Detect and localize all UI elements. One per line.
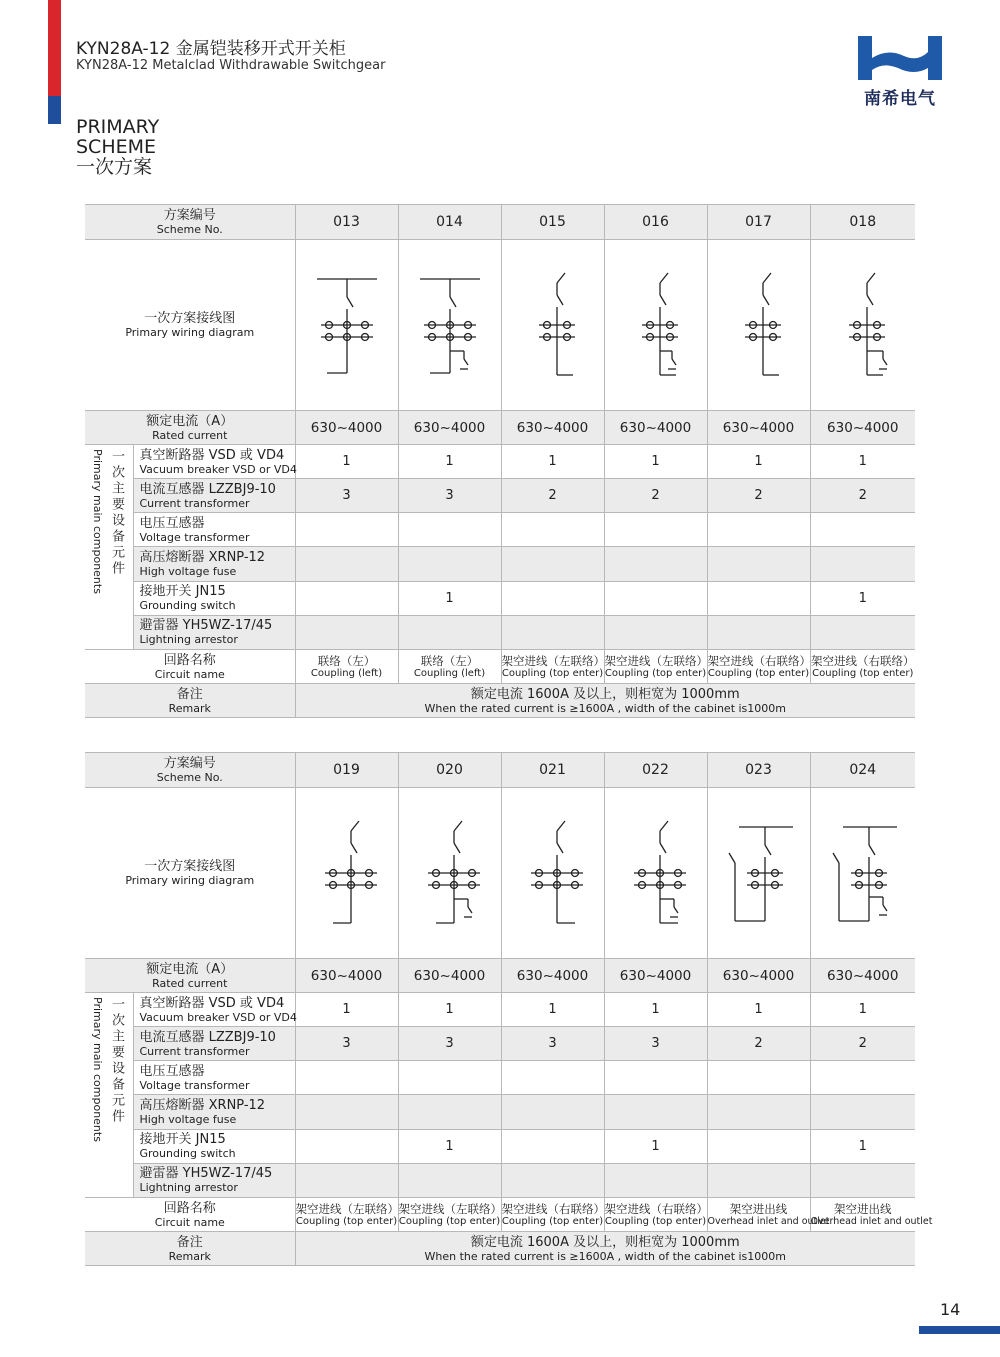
component-row bbox=[85, 1095, 915, 1129]
rated-current-row bbox=[85, 959, 915, 993]
component-label: 避雷器 YH5WZ-17/45 Lightning arrestor bbox=[133, 615, 295, 649]
scheme-no: 017 bbox=[707, 205, 810, 240]
circuit-name: 架空进线（右联络） Coupling (top enter) bbox=[810, 650, 915, 684]
component-value bbox=[501, 1095, 604, 1129]
component-value bbox=[501, 513, 604, 547]
component-value bbox=[295, 581, 398, 615]
document-title-en: KYN28A-12 Metalclad Withdrawable Switchgear bbox=[76, 58, 386, 73]
wiring-diagram-020-icon bbox=[410, 813, 490, 933]
rated-current-value: 630~4000 bbox=[398, 411, 501, 445]
circuit-name-row bbox=[85, 1198, 915, 1232]
component-value: 1 bbox=[810, 993, 915, 1027]
component-label: 高压熔断器 XRNP-12 High voltage fuse bbox=[133, 1095, 295, 1129]
wiring-diagram-row bbox=[85, 788, 915, 959]
component-value: 1 bbox=[398, 581, 501, 615]
component-value bbox=[398, 1163, 501, 1197]
component-value bbox=[604, 513, 707, 547]
wiring-diagram bbox=[295, 788, 398, 959]
scheme-table-1 bbox=[85, 204, 915, 718]
component-value bbox=[707, 547, 810, 581]
company-logo bbox=[852, 30, 948, 110]
wiring-diagram bbox=[707, 240, 810, 411]
circuit-name: 联络（左） Coupling (left) bbox=[295, 650, 398, 684]
component-value bbox=[810, 513, 915, 547]
component-value: 1 bbox=[707, 445, 810, 479]
component-value bbox=[707, 513, 810, 547]
remark-text: 额定电流 1600A 及以上，则柜宽为 1000mm When the rated current is ≥1600A , width of the cabinet is1000m bbox=[295, 684, 915, 718]
rated-current-value: 630~4000 bbox=[604, 959, 707, 993]
component-row bbox=[85, 615, 915, 649]
remark-row bbox=[85, 1232, 915, 1266]
wiring-diagram-019-icon bbox=[307, 813, 387, 933]
scheme-no: 014 bbox=[398, 205, 501, 240]
component-value bbox=[295, 1095, 398, 1129]
component-value bbox=[707, 1129, 810, 1163]
wiring-diagram bbox=[604, 788, 707, 959]
document-title-cn: KYN28A-12 金属铠装移开式开关柜 bbox=[76, 39, 346, 59]
wiring-diagram-021-icon bbox=[513, 813, 593, 933]
component-row bbox=[85, 445, 915, 479]
rated-current-row bbox=[85, 411, 915, 445]
section-title bbox=[76, 117, 159, 177]
component-label: 电流互感器 LZZBJ9-10 Current transformer bbox=[133, 1027, 295, 1061]
circuit-name: 架空进线（左联络） Coupling (top enter) bbox=[604, 650, 707, 684]
circuit-name-row bbox=[85, 650, 915, 684]
component-value bbox=[810, 1061, 915, 1095]
rated-current-label: 额定电流（A） Rated current bbox=[85, 411, 295, 445]
component-value bbox=[398, 513, 501, 547]
component-value bbox=[501, 1061, 604, 1095]
remark-label: 备注 Remark bbox=[85, 684, 295, 718]
wiring-diagram-017-icon bbox=[719, 265, 799, 385]
component-value bbox=[295, 1061, 398, 1095]
component-value bbox=[707, 1163, 810, 1197]
wiring-diagram-016-icon bbox=[616, 265, 696, 385]
component-row bbox=[85, 993, 915, 1027]
wiring-diagram bbox=[501, 788, 604, 959]
scheme-no: 022 bbox=[604, 753, 707, 788]
circuit-name: 联络（左） Coupling (left) bbox=[398, 650, 501, 684]
circuit-name: 架空进线（左联络） Coupling (top enter) bbox=[501, 650, 604, 684]
component-value bbox=[604, 1095, 707, 1129]
component-value bbox=[810, 1163, 915, 1197]
wiring-diagram-014-icon bbox=[410, 265, 490, 385]
wiring-diagram-row bbox=[85, 240, 915, 411]
page-accent-bar bbox=[919, 1326, 1000, 1334]
circuit-name: 架空进出线 Overhead inlet and outlet bbox=[707, 1198, 810, 1232]
component-value: 3 bbox=[398, 479, 501, 513]
component-value: 3 bbox=[295, 1027, 398, 1061]
circuit-name: 架空进线（右联络） Coupling (top enter) bbox=[501, 1198, 604, 1232]
rated-current-value: 630~4000 bbox=[501, 411, 604, 445]
scheme-no-row bbox=[85, 753, 915, 788]
rated-current-value: 630~4000 bbox=[810, 411, 915, 445]
component-value bbox=[398, 1061, 501, 1095]
component-value bbox=[501, 1163, 604, 1197]
wiring-diagram-022-icon bbox=[616, 813, 696, 933]
wiring-diagram-024-icon bbox=[823, 813, 903, 933]
component-label: 避雷器 YH5WZ-17/45 Lightning arrestor bbox=[133, 1163, 295, 1197]
wiring-diagram-013-icon bbox=[307, 265, 387, 385]
component-row bbox=[85, 1027, 915, 1061]
rated-current-value: 630~4000 bbox=[810, 959, 915, 993]
page-number: 14 bbox=[940, 1300, 961, 1319]
remark-row bbox=[85, 684, 915, 718]
component-value: 1 bbox=[501, 993, 604, 1027]
component-value bbox=[810, 547, 915, 581]
component-group-label: Primary main components 一次主要设备元件 bbox=[85, 445, 133, 650]
circuit-name-label: 回路名称 Circuit name bbox=[85, 1198, 295, 1232]
component-value: 3 bbox=[398, 1027, 501, 1061]
component-label: 电压互感器 Voltage transformer bbox=[133, 1061, 295, 1095]
scheme-no-label: 方案编号 Scheme No. bbox=[85, 205, 295, 240]
component-value bbox=[707, 1061, 810, 1095]
component-value bbox=[398, 547, 501, 581]
component-value: 1 bbox=[398, 993, 501, 1027]
wiring-diagram bbox=[707, 788, 810, 959]
component-value: 2 bbox=[810, 479, 915, 513]
component-value: 2 bbox=[501, 479, 604, 513]
component-value: 1 bbox=[604, 1129, 707, 1163]
component-row bbox=[85, 1129, 915, 1163]
circuit-name: 架空进线（左联络） Coupling (top enter) bbox=[295, 1198, 398, 1232]
component-label: 电流互感器 LZZBJ9-10 Current transformer bbox=[133, 479, 295, 513]
wiring-diagram bbox=[810, 788, 915, 959]
circuit-name: 架空进线（右联络） Coupling (top enter) bbox=[707, 650, 810, 684]
scheme-no: 024 bbox=[810, 753, 915, 788]
wiring-diagram-015-icon bbox=[513, 265, 593, 385]
component-value bbox=[707, 615, 810, 649]
scheme-table-2 bbox=[85, 752, 933, 1266]
accent-bar-blue bbox=[48, 96, 61, 124]
wiring-diagram bbox=[295, 240, 398, 411]
wiring-diagram bbox=[398, 240, 501, 411]
wiring-diagram-label: 一次方案接线图 Primary wiring diagram bbox=[85, 788, 295, 959]
company-name: 南希电气 bbox=[864, 89, 936, 109]
component-label: 真空断路器 VSD 或 VD4 Vacuum breaker VSD or VD4 bbox=[133, 445, 295, 479]
rated-current-value: 630~4000 bbox=[295, 959, 398, 993]
component-value: 1 bbox=[604, 993, 707, 1027]
component-value bbox=[295, 1163, 398, 1197]
wiring-diagram bbox=[810, 240, 915, 411]
rated-current-value: 630~4000 bbox=[604, 411, 707, 445]
scheme-no: 016 bbox=[604, 205, 707, 240]
wiring-diagram-label: 一次方案接线图 Primary wiring diagram bbox=[85, 240, 295, 411]
scheme-no: 021 bbox=[501, 753, 604, 788]
company-logo-icon bbox=[852, 30, 948, 84]
section-title-line2: SCHEME bbox=[76, 136, 157, 158]
component-value: 2 bbox=[604, 479, 707, 513]
scheme-no: 019 bbox=[295, 753, 398, 788]
component-value: 1 bbox=[295, 445, 398, 479]
circuit-name: 架空进出线 Overhead inlet and outlet bbox=[810, 1198, 915, 1232]
component-value bbox=[295, 547, 398, 581]
scheme-no: 018 bbox=[810, 205, 915, 240]
component-value: 1 bbox=[707, 993, 810, 1027]
remark-label: 备注 Remark bbox=[85, 1232, 295, 1266]
component-value: 1 bbox=[398, 1129, 501, 1163]
component-value: 1 bbox=[810, 581, 915, 615]
rated-current-value: 630~4000 bbox=[707, 959, 810, 993]
component-value bbox=[295, 615, 398, 649]
rated-current-value: 630~4000 bbox=[398, 959, 501, 993]
component-label: 电压互感器 Voltage transformer bbox=[133, 513, 295, 547]
component-row bbox=[85, 513, 915, 547]
component-value bbox=[604, 1061, 707, 1095]
component-value bbox=[707, 581, 810, 615]
scheme-no-label: 方案编号 Scheme No. bbox=[85, 753, 295, 788]
accent-bar-red bbox=[48, 0, 61, 96]
component-value bbox=[604, 547, 707, 581]
component-row bbox=[85, 581, 915, 615]
component-label: 接地开关 JN15 Grounding switch bbox=[133, 581, 295, 615]
component-label: 真空断路器 VSD 或 VD4 Vacuum breaker VSD or VD4 bbox=[133, 993, 295, 1027]
scheme-no-row bbox=[85, 205, 915, 240]
component-value bbox=[604, 581, 707, 615]
component-row bbox=[85, 1061, 915, 1095]
scheme-no: 015 bbox=[501, 205, 604, 240]
component-row bbox=[85, 547, 915, 581]
component-value bbox=[295, 1129, 398, 1163]
wiring-diagram bbox=[604, 240, 707, 411]
component-value: 1 bbox=[604, 445, 707, 479]
section-title-line1: PRIMARY bbox=[76, 116, 160, 138]
circuit-name: 架空进线（左联络） Coupling (top enter) bbox=[398, 1198, 501, 1232]
rated-current-label: 额定电流（A） Rated current bbox=[85, 959, 295, 993]
component-value: 3 bbox=[501, 1027, 604, 1061]
circuit-name: 架空进线（右联络） Coupling (top enter) bbox=[604, 1198, 707, 1232]
component-value bbox=[398, 615, 501, 649]
scheme-no: 020 bbox=[398, 753, 501, 788]
wiring-diagram-018-icon bbox=[823, 265, 903, 385]
component-label: 接地开关 JN15 Grounding switch bbox=[133, 1129, 295, 1163]
component-value: 1 bbox=[295, 993, 398, 1027]
component-value: 3 bbox=[295, 479, 398, 513]
component-row bbox=[85, 479, 915, 513]
remark-text: 额定电流 1600A 及以上，则柜宽为 1000mm When the rated current is ≥1600A , width of the cabinet is1000m bbox=[295, 1232, 915, 1266]
scheme-no: 013 bbox=[295, 205, 398, 240]
circuit-name-label: 回路名称 Circuit name bbox=[85, 650, 295, 684]
rated-current-value: 630~4000 bbox=[707, 411, 810, 445]
component-group-label: Primary main components 一次主要设备元件 bbox=[85, 993, 133, 1198]
component-value: 1 bbox=[810, 1129, 915, 1163]
component-value bbox=[295, 513, 398, 547]
component-value bbox=[501, 547, 604, 581]
component-value bbox=[604, 615, 707, 649]
scheme-no: 023 bbox=[707, 753, 810, 788]
wiring-diagram bbox=[501, 240, 604, 411]
component-value: 2 bbox=[810, 1027, 915, 1061]
rated-current-value: 630~4000 bbox=[295, 411, 398, 445]
component-value: 3 bbox=[604, 1027, 707, 1061]
rated-current-value: 630~4000 bbox=[501, 959, 604, 993]
component-value: 1 bbox=[810, 445, 915, 479]
component-value: 1 bbox=[398, 445, 501, 479]
component-value bbox=[604, 1163, 707, 1197]
component-value: 2 bbox=[707, 1027, 810, 1061]
component-value bbox=[398, 1095, 501, 1129]
component-value: 2 bbox=[707, 479, 810, 513]
component-value: 1 bbox=[501, 445, 604, 479]
component-value bbox=[501, 615, 604, 649]
wiring-diagram bbox=[398, 788, 501, 959]
component-row bbox=[85, 1163, 915, 1197]
component-label: 高压熔断器 XRNP-12 High voltage fuse bbox=[133, 547, 295, 581]
component-value bbox=[810, 1095, 915, 1129]
section-title-line3: 一次方案 bbox=[76, 156, 153, 178]
component-value bbox=[501, 581, 604, 615]
component-value bbox=[810, 615, 915, 649]
component-value bbox=[707, 1095, 810, 1129]
component-value bbox=[501, 1129, 604, 1163]
wiring-diagram-023-icon bbox=[719, 813, 799, 933]
